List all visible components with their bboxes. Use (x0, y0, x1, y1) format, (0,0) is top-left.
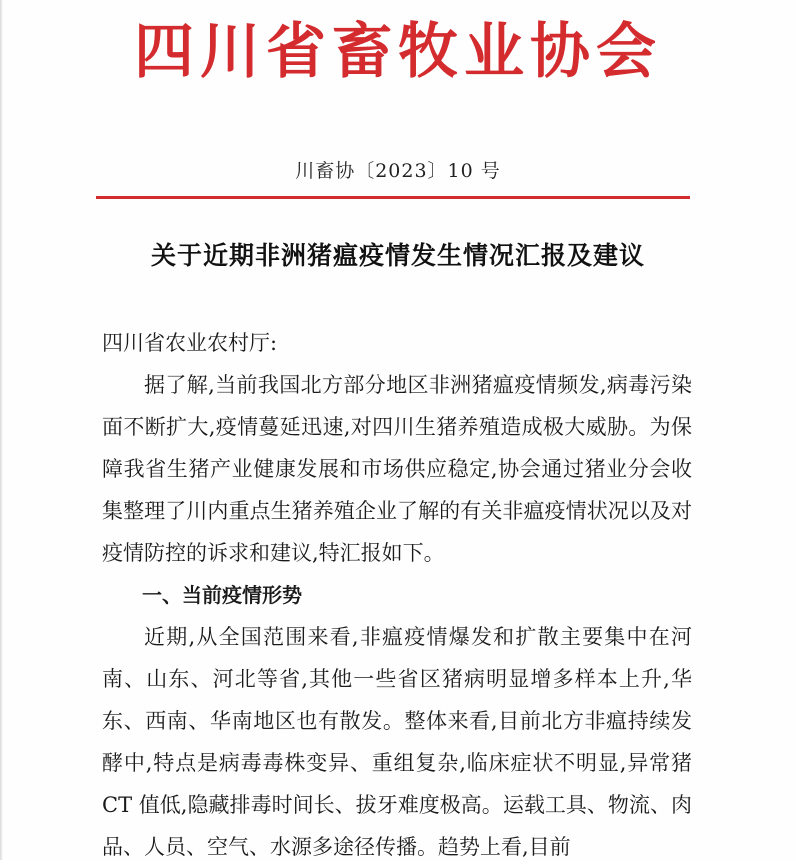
document-number: 川畜协〔2023〕10 号 (295, 160, 501, 182)
letterhead-red-divider (96, 196, 690, 199)
document-body (102, 322, 692, 868)
document-title: 关于近期非洲猪瘟疫情发生情况汇报及建议 (150, 241, 645, 270)
letterhead-org-name: 四川省畜牧业协会 (134, 17, 662, 87)
body-paragraph-2: 近期,从全国范围来看,非瘟疫情爆发和扩散主要集中在河南、山东、河北等省,其他一些省区猪病明显增多样本上升,华东、西南、华南地区也有散发。整体来看,目前北方非瘟持续发酵中,特点是病毒毒株变异、重组复杂,临床症状不明显,异常猪 CT 值低,隐藏排毒时间长、拔牙难度极高。运载工具、物流、肉品、人员、空气、水源多途径传播。趋势上看,目前 (102, 625, 692, 859)
scan-edge-shadow (0, 0, 3, 860)
section-heading-1: 一、当前疫情形势 (142, 583, 302, 607)
salutation: 四川省农业农村厅: (102, 331, 278, 355)
body-paragraph-1: 据了解,当前我国北方部分地区非洲猪瘟疫情频发,病毒污染面不断扩大,疫情蔓延迅速,对四川生猪养殖造成极大威胁。为保障我省生猪产业健康发展和市场供应稳定,协会通过猪业分会收集整理了川内重点生猪养殖企业了解的有关非瘟疫情状况以及对疫情防控的诉求和建议,特汇报如下。 (102, 373, 692, 565)
